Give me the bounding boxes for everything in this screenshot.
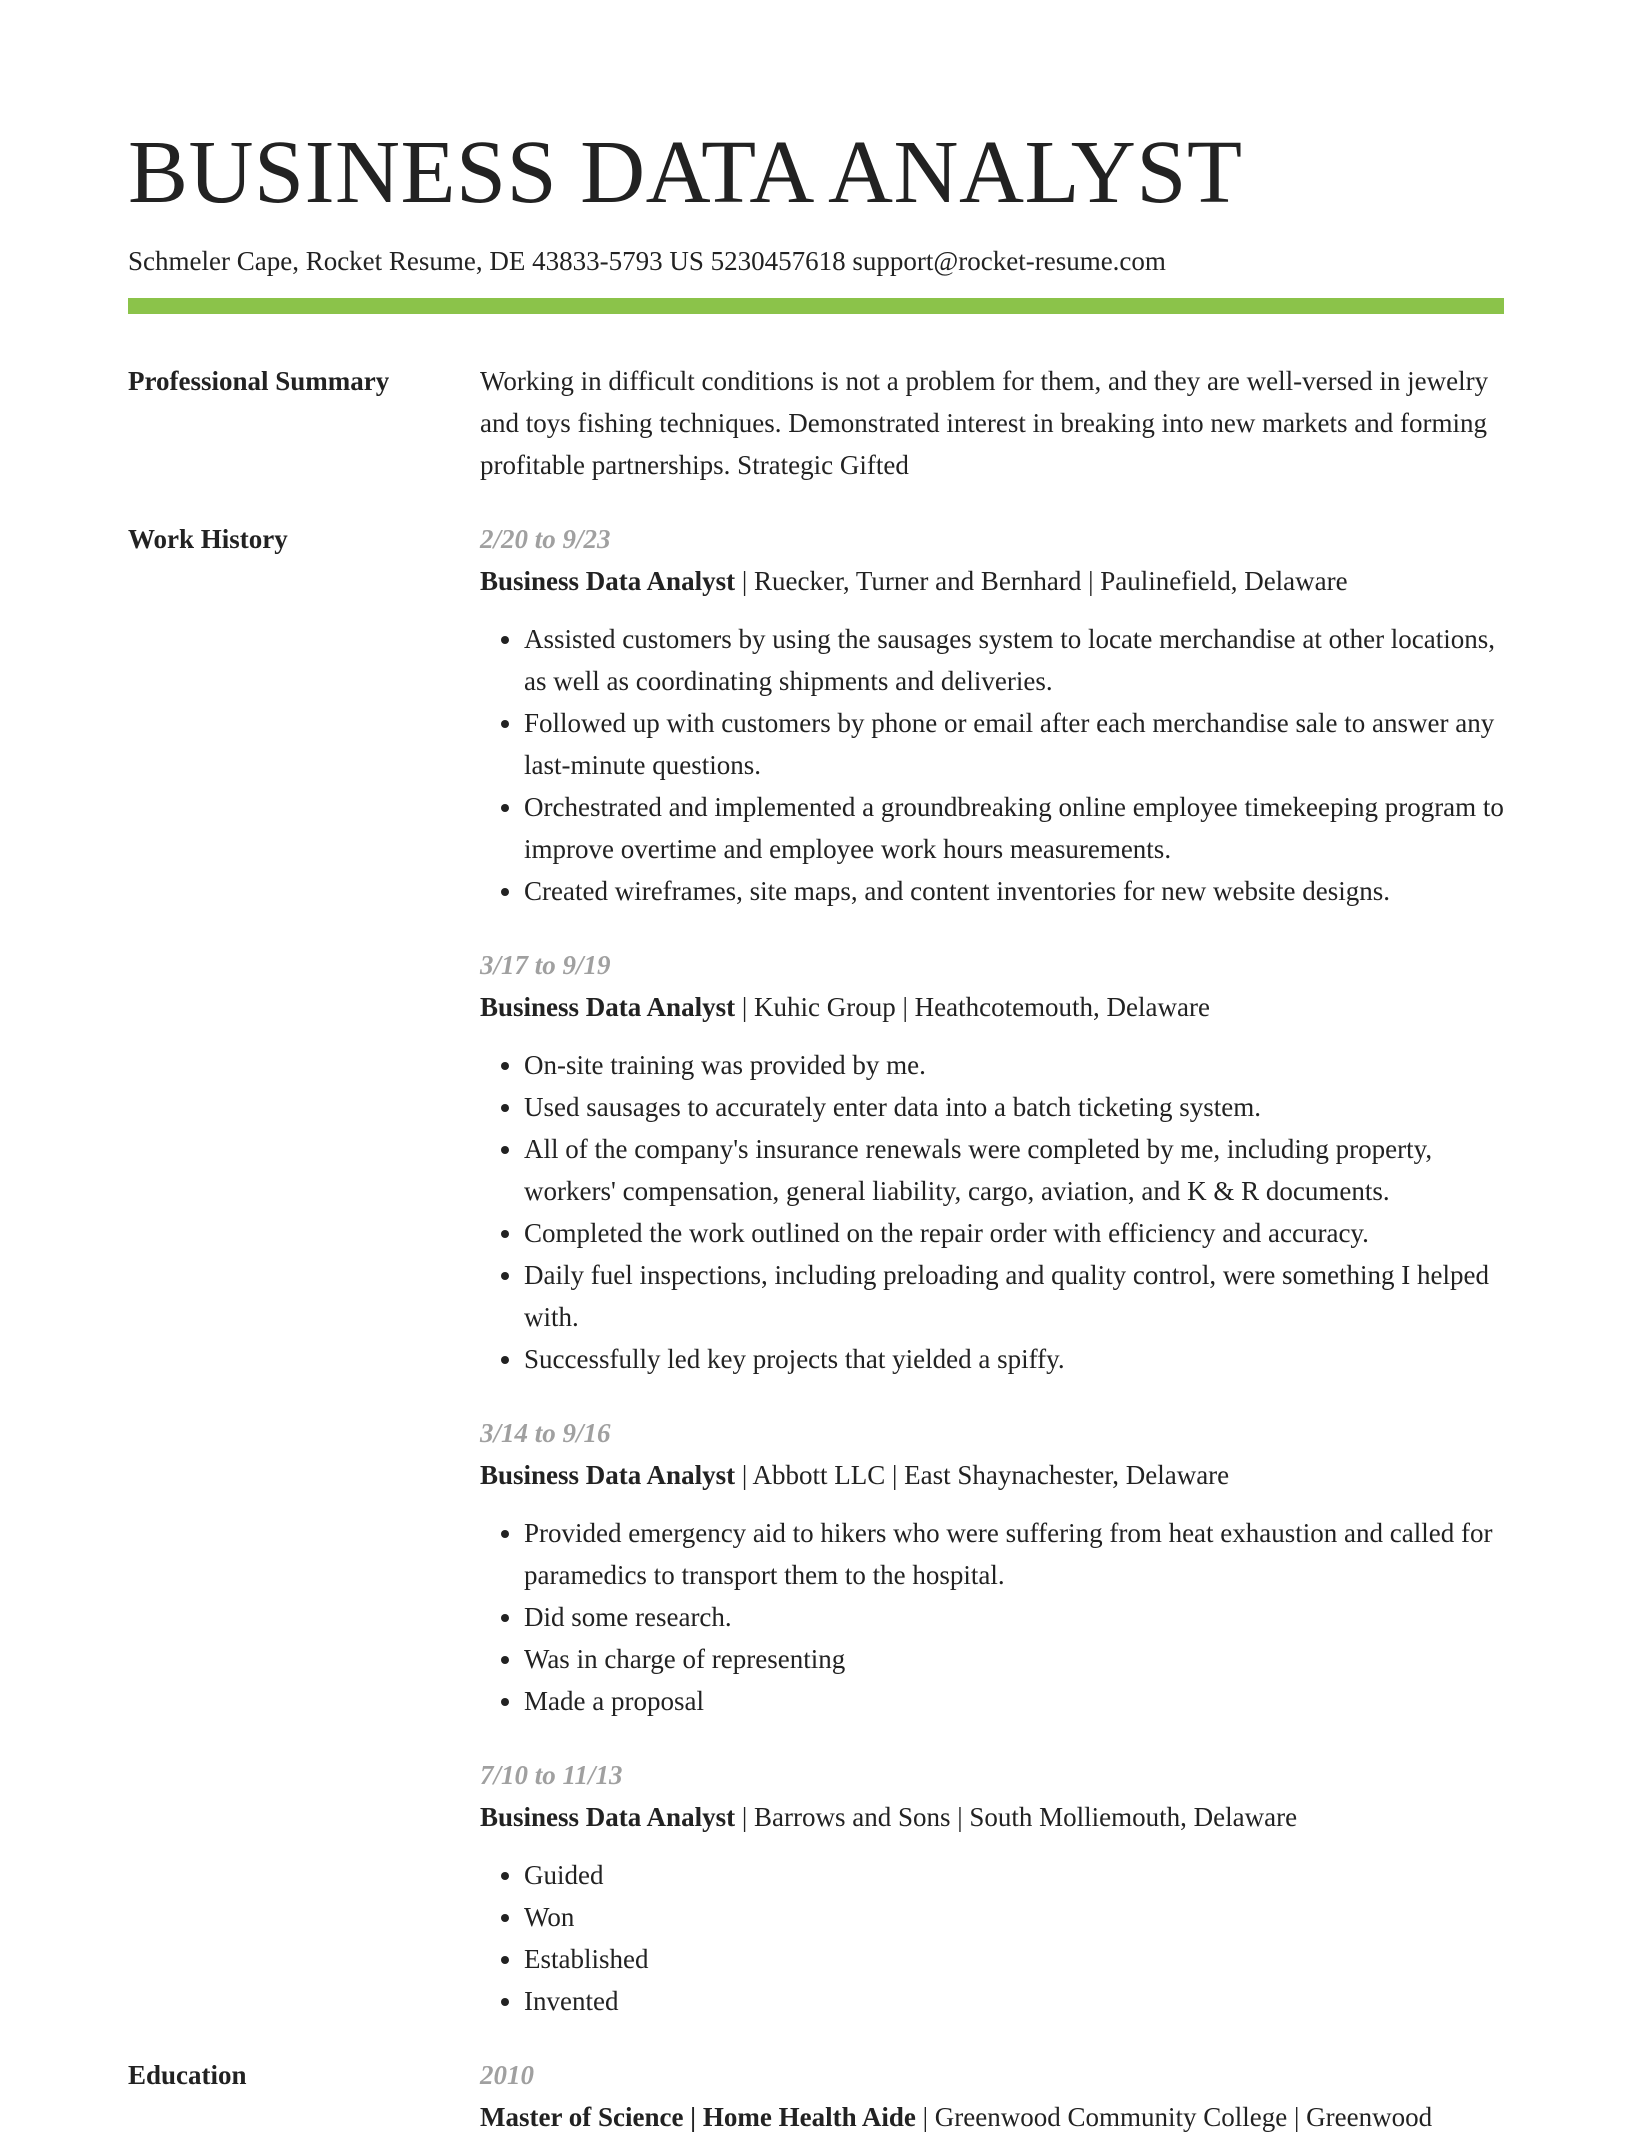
work-history-heading: Work History <box>128 524 288 554</box>
job-heading <box>480 1454 1504 1496</box>
duty-item: • Orchestrated and implemented a groundbreaking online employee timekeeping program to improve overtime and employee work hours measurements. <box>524 786 1504 870</box>
job-entry <box>480 1412 1504 1722</box>
duty-item: • Did some research. <box>524 1596 1504 1638</box>
job-heading <box>480 986 1504 1028</box>
duty-item: • Established <box>524 1938 1504 1980</box>
job-duties <box>480 1044 1504 1380</box>
resume-page <box>128 0 1504 2138</box>
job-title: Business Data Analyst <box>480 1802 736 1832</box>
education-degree: Master of Science | Home Health Aide <box>480 2102 916 2132</box>
resume-title: BUSINESS DATA ANALYST <box>128 123 1243 222</box>
duty-item: • Daily fuel inspections, including preloading and quality control, were something I helped with. <box>524 1254 1504 1338</box>
job-employer-location: | Kuhic Group | Heathcotemouth, Delaware <box>735 992 1210 1022</box>
contact-info: Schmeler Cape, Rocket Resume, DE 43833-5793 US 5230457618 support@rocket-resume.com <box>128 246 1166 276</box>
work-history-list <box>480 518 1504 2022</box>
job-employer-location: | Abbott LLC | East Shaynachester, Delaware <box>735 1460 1230 1490</box>
duty-item: • Completed the work outlined on the repair order with efficiency and accuracy. <box>524 1212 1504 1254</box>
job-employer-location: | Barrows and Sons | South Molliemouth, Delaware <box>735 1802 1298 1832</box>
summary-heading: Professional Summary <box>128 366 390 396</box>
job-heading <box>480 560 1504 602</box>
duty-item: • Guided <box>524 1854 1504 1896</box>
duty-item: • Created wireframes, site maps, and content inventories for new website designs. <box>524 870 1504 912</box>
job-entry <box>480 1754 1504 2022</box>
job-duties <box>480 618 1504 912</box>
job-heading <box>480 1796 1504 1838</box>
duty-item: • Provided emergency aid to hikers who were suffering from heat exhaustion and called for paramedics to transport them to the hospital. <box>524 1512 1504 1596</box>
duty-item: • Made a proposal <box>524 1680 1504 1722</box>
duty-item: • On-site training was provided by me. <box>524 1044 1504 1086</box>
summary-text: Working in difficult conditions is not a problem for them, and they are well-versed in jewelry and toys fishing techniques. Demonstrated interest in breaking into new markets and forming profitable partnerships. Strategic Gifted <box>480 366 1489 480</box>
job-title: Business Data Analyst <box>480 566 736 596</box>
education-date: 2010 <box>480 2060 534 2090</box>
work-history-section <box>128 518 1504 2022</box>
duty-item: • Assisted customers by using the sausages system to locate merchandise at other locations, as well as coordinating shipments and deliveries. <box>524 618 1504 702</box>
education-school: | Greenwood Community College | Greenwood <box>915 2102 1433 2132</box>
duty-item: • Invented <box>524 1980 1504 2022</box>
job-dates: 7/10 to 11/13 <box>480 1760 623 1790</box>
duty-item: • Used sausages to accurately enter data into a batch ticketing system. <box>524 1086 1504 1128</box>
job-dates: 3/14 to 9/16 <box>480 1418 611 1448</box>
job-title: Business Data Analyst <box>480 1460 736 1490</box>
duty-item: • Successfully led key projects that yielded a spiffy. <box>524 1338 1504 1380</box>
duty-item: • Followed up with customers by phone or email after each merchandise sale to answer any last-minute questions. <box>524 702 1504 786</box>
education-section <box>128 2054 1504 2138</box>
education-heading: Education <box>128 2060 247 2090</box>
job-entry <box>480 518 1504 912</box>
education-entry <box>480 2096 1504 2138</box>
duty-item: • Won <box>524 1896 1504 1938</box>
education-list <box>480 2054 1504 2138</box>
job-entry <box>480 944 1504 1380</box>
job-dates: 3/17 to 9/19 <box>480 950 611 980</box>
job-title: Business Data Analyst <box>480 992 736 1022</box>
job-duties <box>480 1512 1504 1722</box>
job-dates: 2/20 to 9/23 <box>480 524 611 554</box>
duty-item: • Was in charge of representing <box>524 1638 1504 1680</box>
summary-section <box>128 360 1504 486</box>
duty-item: • All of the company's insurance renewals were completed by me, including property, workers' compensation, general liability, cargo, aviation, and K & R documents. <box>524 1128 1504 1212</box>
job-duties <box>480 1854 1504 2022</box>
job-employer-location: | Ruecker, Turner and Bernhard | Paulinefield, Delaware <box>735 566 1348 596</box>
accent-divider <box>128 298 1504 314</box>
